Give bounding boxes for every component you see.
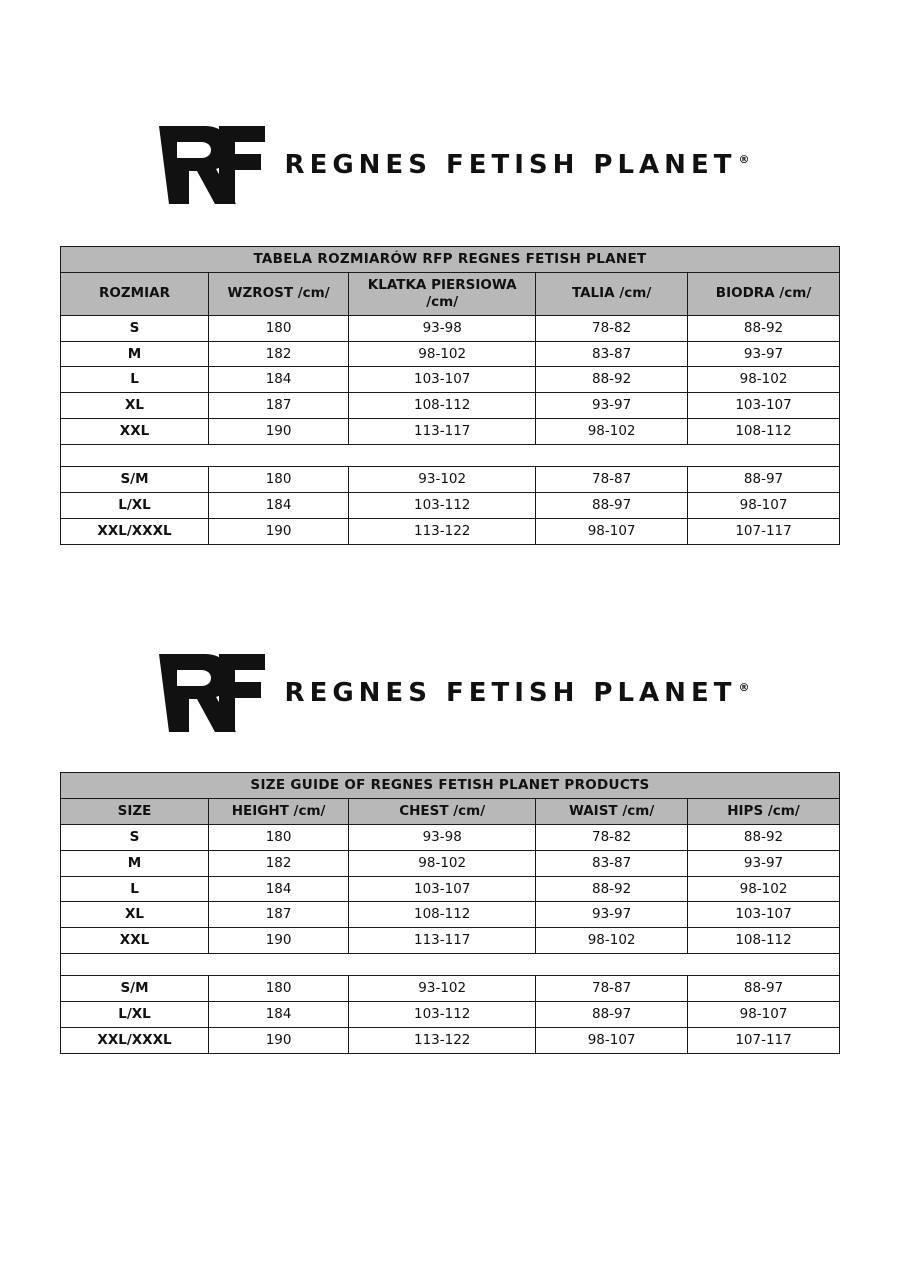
cell-hips: 103-107	[688, 393, 840, 419]
column-header-chest: KLATKA PIERSIOWA /cm/	[349, 272, 536, 315]
cell-chest: 103-112	[349, 492, 536, 518]
cell-waist: 78-87	[536, 976, 688, 1002]
cell-hips: 103-107	[688, 902, 840, 928]
brand-name	[285, 678, 750, 708]
table-row	[61, 367, 840, 393]
cell-size: XXL/XXXL	[61, 518, 209, 544]
cell-height: 182	[209, 341, 349, 367]
cell-height: 190	[209, 928, 349, 954]
table-row	[61, 1002, 840, 1028]
cell-height: 184	[209, 492, 349, 518]
cell-chest: 103-107	[349, 367, 536, 393]
cell-size: L	[61, 876, 209, 902]
cell-waist: 93-97	[536, 902, 688, 928]
cell-size: M	[61, 341, 209, 367]
cell-height: 180	[209, 467, 349, 493]
cell-size: XXL	[61, 928, 209, 954]
cell-height: 180	[209, 976, 349, 1002]
table-row	[61, 315, 840, 341]
cell-hips: 98-102	[688, 876, 840, 902]
cell-waist: 98-107	[536, 1027, 688, 1053]
cell-height: 180	[209, 824, 349, 850]
size-table-english	[60, 772, 840, 1054]
cell-height: 187	[209, 393, 349, 419]
cell-size: S	[61, 315, 209, 341]
size-table-wrapper-english	[60, 772, 840, 1054]
rfp-monogram-icon	[151, 648, 271, 738]
cell-size: S/M	[61, 976, 209, 1002]
cell-height: 180	[209, 315, 349, 341]
cell-hips: 107-117	[688, 1027, 840, 1053]
size-table-wrapper-polish	[60, 246, 840, 545]
cell-waist: 88-97	[536, 492, 688, 518]
cell-size: S/M	[61, 467, 209, 493]
cell-waist: 78-87	[536, 467, 688, 493]
cell-waist: 98-102	[536, 419, 688, 445]
table-group-separator	[61, 445, 840, 467]
brand-logo	[0, 120, 900, 210]
cell-height: 187	[209, 902, 349, 928]
cell-size: L/XL	[61, 492, 209, 518]
table-row	[61, 876, 840, 902]
table-header-row	[61, 272, 840, 315]
cell-size: L	[61, 367, 209, 393]
table-row	[61, 976, 840, 1002]
cell-hips: 88-92	[688, 824, 840, 850]
table-row	[61, 341, 840, 367]
table-row	[61, 393, 840, 419]
cell-hips: 93-97	[688, 341, 840, 367]
column-header-hips: BIODRA /cm/	[688, 272, 840, 315]
cell-waist: 88-92	[536, 876, 688, 902]
cell-waist: 98-107	[536, 518, 688, 544]
cell-hips: 98-107	[688, 492, 840, 518]
size-chart-section-polish	[0, 120, 900, 545]
table-caption: SIZE GUIDE OF REGNES FETISH PLANET PRODUCTS	[61, 773, 840, 799]
cell-size: XXL/XXXL	[61, 1027, 209, 1053]
cell-chest: 113-122	[349, 518, 536, 544]
cell-chest: 113-122	[349, 1027, 536, 1053]
cell-height: 182	[209, 850, 349, 876]
column-header-size: SIZE	[61, 798, 209, 824]
cell-height: 184	[209, 876, 349, 902]
cell-chest: 93-102	[349, 467, 536, 493]
table-row	[61, 902, 840, 928]
column-header-height: HEIGHT /cm/	[209, 798, 349, 824]
column-header-height: WZROST /cm/	[209, 272, 349, 315]
table-row	[61, 824, 840, 850]
cell-chest: 113-117	[349, 419, 536, 445]
rfp-monogram-icon	[151, 120, 271, 210]
brand-name-text: REGNES FETISH PLANET	[284, 678, 737, 708]
cell-waist: 78-82	[536, 824, 688, 850]
size-chart-section-english	[0, 648, 900, 1054]
table-caption-row	[61, 247, 840, 273]
brand-logo	[0, 648, 900, 738]
cell-waist: 93-97	[536, 393, 688, 419]
cell-chest: 103-112	[349, 1002, 536, 1028]
cell-chest: 93-102	[349, 976, 536, 1002]
table-header-row	[61, 798, 840, 824]
cell-size: XXL	[61, 419, 209, 445]
cell-chest: 108-112	[349, 393, 536, 419]
cell-size: L/XL	[61, 1002, 209, 1028]
table-row	[61, 492, 840, 518]
table-row	[61, 1027, 840, 1053]
registered-mark: ®	[738, 681, 750, 695]
cell-height: 190	[209, 1027, 349, 1053]
cell-hips: 98-107	[688, 1002, 840, 1028]
brand-name-text: REGNES FETISH PLANET	[284, 150, 737, 180]
table-group-separator	[61, 954, 840, 976]
cell-hips: 108-112	[688, 419, 840, 445]
brand-name	[285, 150, 750, 180]
cell-waist: 88-92	[536, 367, 688, 393]
cell-height: 190	[209, 419, 349, 445]
table-caption-row	[61, 773, 840, 799]
cell-hips: 108-112	[688, 928, 840, 954]
cell-chest: 103-107	[349, 876, 536, 902]
column-header-waist: WAIST /cm/	[536, 798, 688, 824]
cell-hips: 88-97	[688, 467, 840, 493]
cell-chest: 113-117	[349, 928, 536, 954]
table-row	[61, 928, 840, 954]
column-header-chest: CHEST /cm/	[349, 798, 536, 824]
cell-chest: 98-102	[349, 850, 536, 876]
cell-chest: 98-102	[349, 341, 536, 367]
cell-height: 190	[209, 518, 349, 544]
cell-waist: 88-97	[536, 1002, 688, 1028]
cell-waist: 78-82	[536, 315, 688, 341]
column-header-hips: HIPS /cm/	[688, 798, 840, 824]
cell-hips: 107-117	[688, 518, 840, 544]
column-header-waist: TALIA /cm/	[536, 272, 688, 315]
cell-size: S	[61, 824, 209, 850]
size-table-polish	[60, 246, 840, 545]
table-row	[61, 850, 840, 876]
cell-size: XL	[61, 393, 209, 419]
cell-waist: 83-87	[536, 341, 688, 367]
cell-chest: 108-112	[349, 902, 536, 928]
cell-height: 184	[209, 1002, 349, 1028]
cell-size: M	[61, 850, 209, 876]
cell-size: XL	[61, 902, 209, 928]
cell-height: 184	[209, 367, 349, 393]
table-row	[61, 467, 840, 493]
registered-mark: ®	[738, 153, 750, 167]
column-header-size: ROZMIAR	[61, 272, 209, 315]
cell-waist: 98-102	[536, 928, 688, 954]
table-caption: TABELA ROZMIARÓW RFP REGNES FETISH PLANET	[61, 247, 840, 273]
cell-hips: 98-102	[688, 367, 840, 393]
cell-chest: 93-98	[349, 824, 536, 850]
table-row	[61, 419, 840, 445]
cell-hips: 88-92	[688, 315, 840, 341]
table-row	[61, 518, 840, 544]
cell-chest: 93-98	[349, 315, 536, 341]
cell-hips: 88-97	[688, 976, 840, 1002]
cell-waist: 83-87	[536, 850, 688, 876]
cell-hips: 93-97	[688, 850, 840, 876]
